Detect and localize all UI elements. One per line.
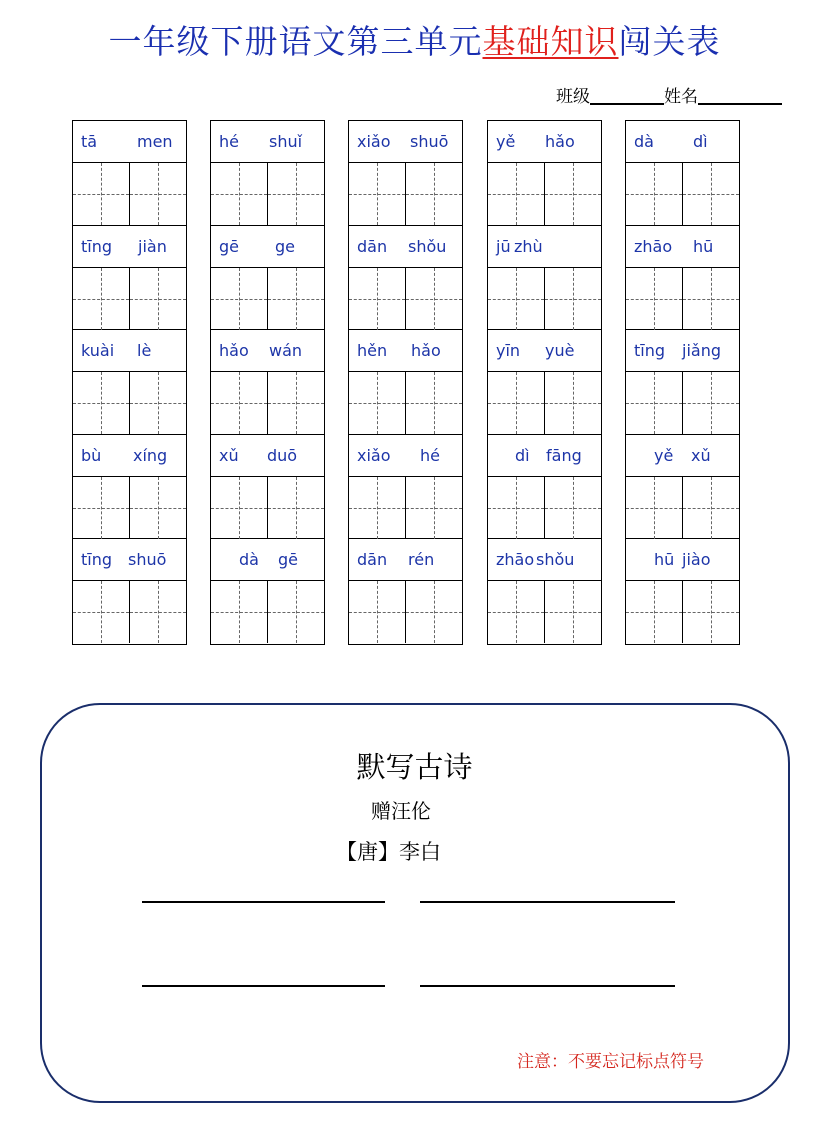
- tianzige-cell[interactable]: [405, 163, 462, 225]
- pinyin-syllable: jiǎng: [682, 341, 721, 360]
- tianzige-row: [626, 477, 739, 539]
- tianzige-cell[interactable]: [544, 268, 601, 330]
- pinyin-syllable: jiào: [682, 550, 711, 569]
- tianzige-cell[interactable]: [405, 372, 462, 434]
- pinyin-syllable: shuǐ: [269, 132, 303, 151]
- poem-author: 【唐】李白: [336, 840, 441, 864]
- pinyin-syllable: shǒu: [536, 550, 575, 569]
- pinyin-syllable: dà: [634, 132, 654, 151]
- poem-name: 赠汪伦: [371, 799, 431, 823]
- word-unit: [211, 539, 324, 644]
- tianzige-row: [349, 477, 462, 539]
- pinyin-row: [626, 435, 739, 477]
- pinyin-syllable: hū: [693, 236, 714, 256]
- tianzige-cell[interactable]: [129, 477, 186, 539]
- word-unit: [73, 435, 186, 540]
- tianzige-row: [349, 581, 462, 643]
- pinyin-row: [626, 226, 739, 268]
- tianzige-row: [626, 581, 739, 643]
- writing-line-1[interactable]: [142, 901, 385, 903]
- word-unit: [349, 330, 462, 435]
- tianzige-cell[interactable]: [349, 477, 405, 539]
- pinyin-row: [488, 435, 601, 477]
- pinyin-syllable: yě: [654, 445, 674, 465]
- tianzige-cell[interactable]: [626, 477, 682, 539]
- tianzige-row: [488, 372, 601, 434]
- tianzige-row: [211, 477, 324, 539]
- pinyin-row: [488, 121, 601, 163]
- tianzige-cell[interactable]: [488, 477, 544, 539]
- tianzige-row: [349, 163, 462, 225]
- tianzige-row: [211, 268, 324, 330]
- word-unit: [73, 539, 186, 644]
- tianzige-cell[interactable]: [211, 581, 267, 643]
- pinyin-syllable: hū: [654, 550, 675, 569]
- tianzige-row: [488, 581, 601, 643]
- pinyin-row: [488, 330, 601, 372]
- pinyin-syllable: men: [137, 132, 173, 151]
- tianzige-cell[interactable]: [73, 163, 129, 225]
- pinyin-syllable: xǔ: [219, 445, 239, 465]
- tianzige-cell[interactable]: [349, 163, 405, 225]
- name-label: 姓名: [664, 87, 698, 107]
- tianzige-cell[interactable]: [211, 372, 267, 434]
- pinyin-row: [211, 539, 324, 581]
- pinyin-row: [73, 121, 186, 163]
- tianzige-cell[interactable]: [211, 268, 267, 330]
- tianzige-row: [488, 268, 601, 330]
- tianzige-cell[interactable]: [267, 163, 324, 225]
- class-blank[interactable]: [590, 89, 664, 105]
- title-part1: 一年级下册语文第三单元: [108, 22, 483, 61]
- tianzige-cell[interactable]: [544, 581, 601, 643]
- word-unit: [211, 226, 324, 331]
- tianzige-cell[interactable]: [405, 477, 462, 539]
- pinyin-row: [626, 121, 739, 163]
- pinyin-syllable: jiàn: [138, 236, 167, 256]
- tianzige-cell[interactable]: [349, 372, 405, 434]
- tianzige-row: [73, 372, 186, 434]
- tianzige-cell[interactable]: [544, 372, 601, 434]
- pinyin-syllable: dān: [357, 236, 388, 256]
- pinyin-syllable: dì: [693, 132, 708, 151]
- pinyin-syllable: yīn: [496, 341, 521, 360]
- word-unit: [626, 226, 739, 331]
- word-unit: [626, 121, 739, 226]
- tianzige-cell[interactable]: [129, 581, 186, 643]
- pinyin-row: [211, 121, 324, 163]
- name-blank[interactable]: [698, 89, 782, 105]
- title-part2: 闯关表: [618, 22, 721, 61]
- pinyin-row: [211, 435, 324, 477]
- pinyin-syllable: zhāo: [496, 550, 535, 569]
- writing-line-3[interactable]: [142, 985, 385, 987]
- pinyin-syllable: dān: [357, 550, 388, 569]
- tianzige-row: [73, 268, 186, 330]
- pinyin-row: [488, 226, 601, 268]
- tianzige-row: [211, 372, 324, 434]
- pinyin-row: [73, 226, 186, 268]
- page-title: [0, 16, 829, 63]
- word-unit: [73, 121, 186, 226]
- pinyin-syllable: hǎo: [411, 341, 441, 360]
- word-unit: [626, 435, 739, 540]
- tianzige-cell[interactable]: [626, 268, 682, 330]
- tianzige-cell[interactable]: [73, 372, 129, 434]
- tianzige-cell[interactable]: [626, 163, 682, 225]
- pinyin-syllable: shǒu: [408, 236, 447, 256]
- pinyin-syllable: dà: [239, 550, 259, 569]
- tianzige-cell[interactable]: [682, 477, 739, 539]
- tianzige-cell[interactable]: [682, 163, 739, 225]
- pinyin-syllable: gē: [278, 550, 298, 569]
- tianzige-cell[interactable]: [405, 581, 462, 643]
- pinyin-row: [73, 435, 186, 477]
- word-column: [348, 120, 463, 645]
- pinyin-syllable: rén: [408, 550, 435, 569]
- tianzige-cell[interactable]: [267, 477, 324, 539]
- pinyin-syllable: xiǎo: [357, 132, 391, 151]
- pinyin-syllable: zhù: [514, 236, 543, 256]
- pinyin-syllable: kuài: [81, 341, 115, 360]
- tianzige-cell[interactable]: [349, 581, 405, 643]
- tianzige-row: [211, 163, 324, 225]
- pinyin-syllable: hǎo: [219, 341, 249, 360]
- writing-line-4[interactable]: [420, 985, 675, 987]
- tianzige-cell[interactable]: [626, 581, 682, 643]
- word-unit: [211, 121, 324, 226]
- tianzige-cell[interactable]: [267, 372, 324, 434]
- word-column: [72, 120, 187, 645]
- word-unit: [349, 226, 462, 331]
- pinyin-syllable: shuō: [410, 132, 449, 151]
- pinyin-row: [349, 121, 462, 163]
- word-unit: [488, 226, 601, 331]
- tianzige-cell[interactable]: [129, 163, 186, 225]
- pinyin-syllable: xíng: [133, 445, 168, 465]
- tianzige-cell[interactable]: [682, 581, 739, 643]
- pinyin-row: [349, 435, 462, 477]
- tianzige-cell[interactable]: [73, 477, 129, 539]
- tianzige-row: [73, 477, 186, 539]
- word-unit: [211, 330, 324, 435]
- tianzige-cell[interactable]: [211, 477, 267, 539]
- word-column: [625, 120, 740, 645]
- word-unit: [488, 330, 601, 435]
- tianzige-row: [211, 581, 324, 643]
- word-unit: [211, 435, 324, 540]
- word-unit: [73, 226, 186, 331]
- tianzige-row: [488, 163, 601, 225]
- word-column: [487, 120, 602, 645]
- pinyin-row: [73, 539, 186, 581]
- tianzige-row: [626, 268, 739, 330]
- tianzige-cell[interactable]: [73, 581, 129, 643]
- pinyin-row: [488, 539, 601, 581]
- pinyin-syllable: fāng: [546, 445, 582, 465]
- tianzige-cell[interactable]: [488, 581, 544, 643]
- pinyin-row: [626, 539, 739, 581]
- writing-line-2[interactable]: [420, 901, 675, 903]
- pinyin-syllable: yuè: [545, 341, 575, 360]
- pinyin-syllable: tīng: [81, 550, 113, 569]
- pinyin-syllable: yě: [496, 132, 516, 151]
- pinyin-syllable: hé: [219, 132, 239, 151]
- pinyin-row: [349, 539, 462, 581]
- pinyin-syllable: gē: [219, 236, 239, 256]
- tianzige-row: [626, 163, 739, 225]
- pinyin-syllable: xiǎo: [357, 445, 391, 465]
- tianzige-cell[interactable]: [626, 372, 682, 434]
- pinyin-syllable: bù: [81, 445, 102, 465]
- pinyin-row: [73, 330, 186, 372]
- tianzige-cell[interactable]: [488, 163, 544, 225]
- tianzige-cell[interactable]: [682, 268, 739, 330]
- student-info: [556, 82, 782, 107]
- pinyin-row: [349, 226, 462, 268]
- tianzige-cell[interactable]: [488, 372, 544, 434]
- tianzige-cell[interactable]: [211, 163, 267, 225]
- pinyin-syllable: jū: [496, 236, 511, 256]
- pinyin-syllable: xǔ: [691, 445, 711, 465]
- tianzige-row: [349, 268, 462, 330]
- class-label: 班级: [556, 87, 590, 107]
- word-unit: [349, 539, 462, 644]
- pinyin-row: [211, 330, 324, 372]
- poem-heading: 默写古诗: [356, 750, 473, 784]
- pinyin-syllable: dì: [515, 445, 530, 465]
- word-unit: [349, 121, 462, 226]
- tianzige-cell[interactable]: [544, 477, 601, 539]
- tianzige-row: [488, 477, 601, 539]
- tianzige-row: [73, 163, 186, 225]
- pinyin-syllable: tīng: [81, 236, 113, 256]
- pinyin-syllable: tīng: [634, 341, 666, 360]
- pinyin-row: [626, 330, 739, 372]
- word-unit: [626, 330, 739, 435]
- pinyin-row: [349, 330, 462, 372]
- pinyin-syllable: hěn: [357, 341, 388, 360]
- word-unit: [488, 539, 601, 644]
- tianzige-cell[interactable]: [349, 268, 405, 330]
- tianzige-row: [73, 581, 186, 643]
- tianzige-row: [626, 372, 739, 434]
- tianzige-cell[interactable]: [405, 268, 462, 330]
- poem-note: 注意：不要忘记标点符号: [517, 1052, 704, 1072]
- pinyin-syllable: hé: [420, 445, 440, 465]
- pinyin-syllable: shuō: [128, 550, 167, 569]
- tianzige-cell[interactable]: [267, 268, 324, 330]
- word-unit: [73, 330, 186, 435]
- tianzige-cell[interactable]: [129, 268, 186, 330]
- title-highlight: 基础知识: [482, 22, 619, 61]
- pinyin-syllable: tā: [81, 132, 98, 151]
- word-unit: [626, 539, 739, 644]
- pinyin-row: [211, 226, 324, 268]
- pinyin-syllable: lè: [137, 341, 152, 360]
- pinyin-syllable: wán: [269, 341, 303, 360]
- word-column: [210, 120, 325, 645]
- tianzige-cell[interactable]: [682, 372, 739, 434]
- tianzige-cell[interactable]: [129, 372, 186, 434]
- word-unit: [488, 435, 601, 540]
- pinyin-syllable: ge: [275, 236, 295, 256]
- tianzige-cell[interactable]: [73, 268, 129, 330]
- word-unit: [349, 435, 462, 540]
- tianzige-cell[interactable]: [544, 163, 601, 225]
- tianzige-row: [349, 372, 462, 434]
- tianzige-cell[interactable]: [267, 581, 324, 643]
- word-unit: [488, 121, 601, 226]
- pinyin-syllable: hǎo: [545, 132, 575, 151]
- pinyin-syllable: duō: [267, 445, 298, 465]
- tianzige-cell[interactable]: [488, 268, 544, 330]
- pinyin-syllable: zhāo: [634, 236, 673, 256]
